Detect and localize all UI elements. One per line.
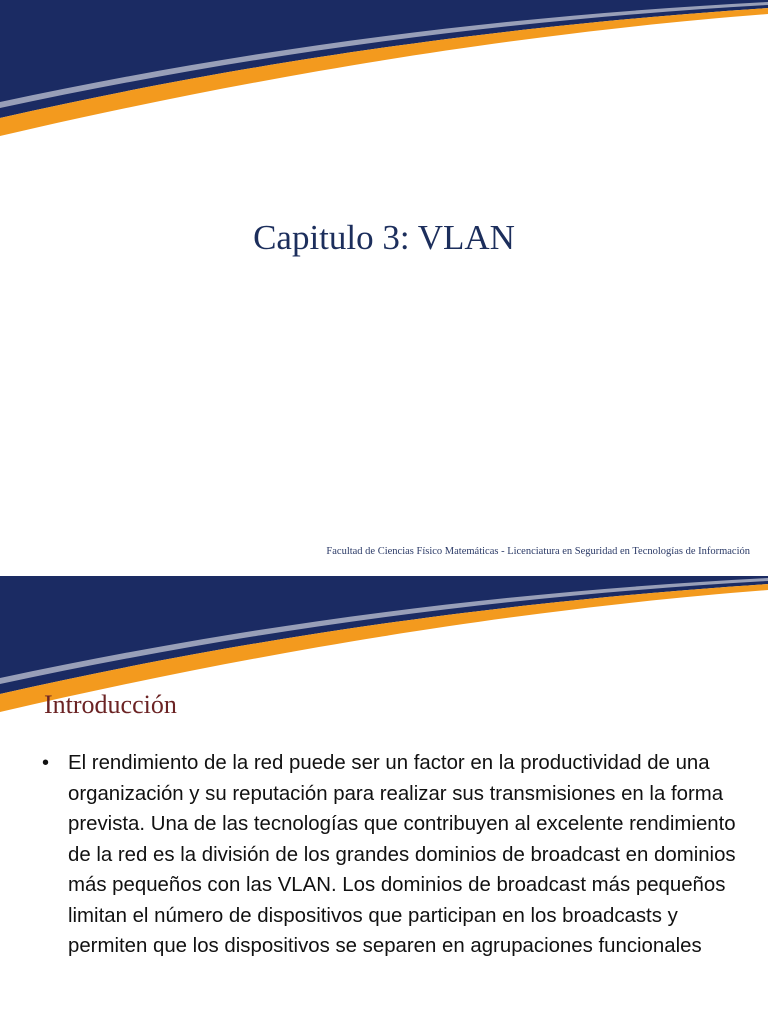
- slide-heading: Introducción: [44, 690, 177, 719]
- slide-footer: Facultad de Ciencias Físico Matemáticas - Licenciatura en Seguridad en Tecnologías de Información: [326, 546, 750, 557]
- bullet-text: El rendimiento de la red puede ser un factor en la productividad de una organización y su reputación para realizar sus transmisiones en la forma prevista. Una de las tecnologías que contribuyen al excelente rendimiento de la red es la división de los grandes dominios de broadcast en dominios más pequeños con las VLAN. Los dominios de broadcast más pequeños limitan el número de dispositivos que participan en los broadcasts y permiten que los dispositivos se separen en agrupaciones funcionales: [68, 752, 736, 957]
- bullet-dot-icon: •: [42, 752, 50, 774]
- slide-title: Capitulo 3: VLAN: [253, 218, 515, 257]
- header-banner: [0, 0, 768, 140]
- bullet-list: [40, 748, 740, 962]
- slide-2: [0, 576, 768, 1024]
- bullet-item: [40, 748, 740, 962]
